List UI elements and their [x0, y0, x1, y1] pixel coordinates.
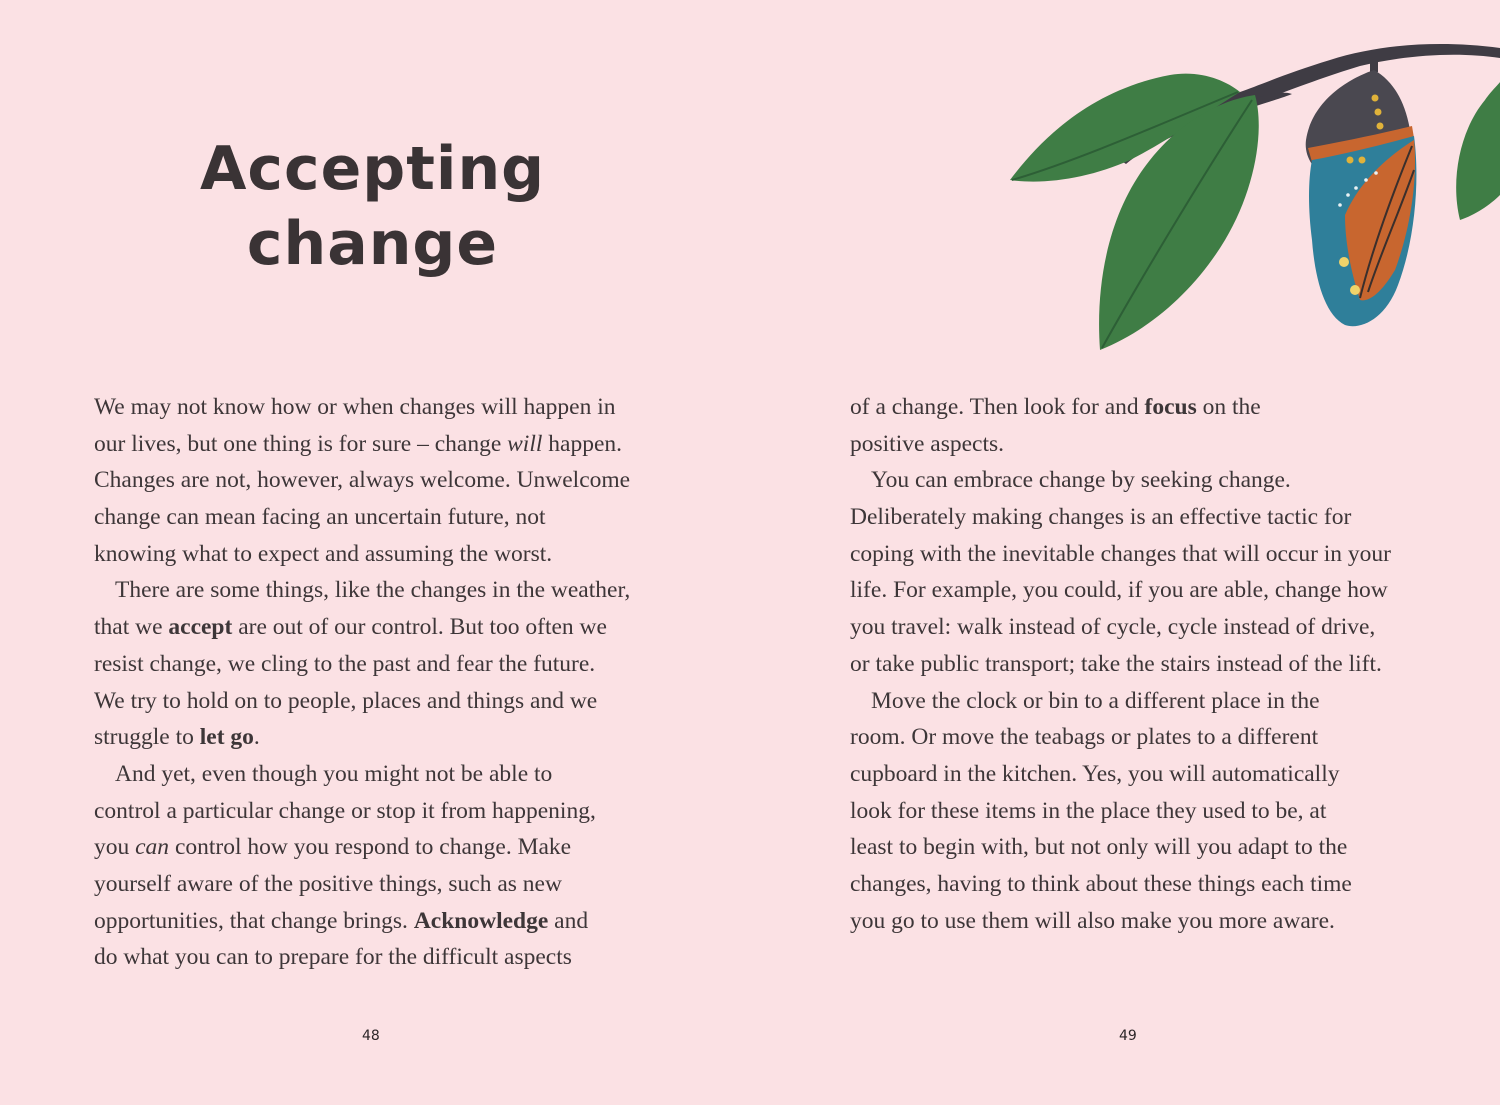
text-line	[850, 536, 1450, 573]
text-run: look for these items in the place they used to be, at	[850, 797, 1327, 824]
text-line	[850, 426, 1450, 463]
speckle	[1364, 178, 1368, 182]
text-line	[94, 683, 674, 720]
text-line	[94, 609, 674, 646]
text-run: you go to use them will also make you more aware.	[850, 907, 1335, 934]
right-body-text	[850, 389, 1450, 939]
text-line	[94, 866, 674, 903]
gold-dot	[1372, 95, 1379, 102]
gold-dot	[1359, 157, 1366, 164]
text-line	[850, 572, 1450, 609]
speckle	[1374, 171, 1378, 175]
chrysalis-stem	[1370, 52, 1378, 72]
text-run: least to begin with, but not only will you adapt to the	[850, 834, 1348, 861]
gold-dot	[1375, 109, 1382, 116]
text-run: There are some things, like the changes in the weather,	[115, 577, 631, 604]
bold-text: let go	[199, 724, 254, 751]
text-line	[94, 426, 674, 463]
text-line	[94, 536, 674, 573]
text-run: cupboard in the kitchen. Yes, you will automatically	[850, 760, 1340, 787]
text-run: We may not know how or when changes will happen in	[94, 394, 616, 420]
gold-dot	[1377, 123, 1384, 130]
text-run: Move the clock or bin to a different place in the	[871, 687, 1320, 714]
text-line	[850, 756, 1450, 793]
text-line	[850, 793, 1450, 830]
text-run: on the	[1196, 394, 1261, 420]
text-line	[850, 719, 1450, 756]
text-run: resist change, we cling to the past and fear the future.	[94, 650, 596, 677]
text-run: Deliberately making changes is an effective tactic for	[850, 504, 1352, 531]
bold-text: Acknowledge	[413, 907, 549, 934]
page-number-left: 48	[362, 1028, 380, 1044]
text-run: change can mean facing an uncertain future, not	[94, 504, 546, 531]
text-run: life. For example, you could, if you are able, change how	[850, 577, 1388, 604]
text-run: you	[94, 834, 136, 861]
text-line	[94, 646, 674, 683]
page-number-right: 49	[1119, 1028, 1137, 1044]
text-run: are out of our control. But too often we	[232, 614, 607, 641]
text-run: control how you respond to change. Make	[169, 834, 572, 861]
text-line	[850, 389, 1450, 426]
text-line	[850, 683, 1450, 720]
text-line	[94, 793, 674, 830]
gold-dot	[1347, 157, 1354, 164]
text-line	[94, 389, 674, 426]
text-line	[850, 609, 1450, 646]
text-line	[94, 829, 674, 866]
text-run: struggle to	[94, 724, 200, 751]
text-run: And yet, even though you might not be able to	[115, 760, 553, 787]
text-line	[94, 719, 674, 756]
text-line	[94, 462, 674, 499]
speckle	[1354, 186, 1358, 190]
speckle	[1346, 193, 1350, 197]
text-run: changes, having to think about these things each time	[850, 870, 1352, 897]
text-run: of a change. Then look for and	[850, 394, 1145, 420]
leaf-right	[1456, 82, 1500, 220]
text-run: Changes are not, however, always welcome. Unwelcome	[94, 467, 631, 494]
bold-text: focus	[1144, 394, 1197, 420]
text-run: You can embrace change by seeking change.	[871, 467, 1291, 494]
left-body-text	[94, 389, 674, 976]
text-line	[850, 646, 1450, 683]
text-run: do what you can to prepare for the difficult aspects	[94, 944, 572, 971]
text-line	[94, 903, 674, 940]
text-run: that we	[94, 614, 169, 641]
text-run: control a particular change or stop it from happening,	[94, 797, 596, 824]
text-line	[850, 462, 1450, 499]
text-run: happen.	[542, 430, 623, 457]
gold-dot	[1339, 257, 1349, 267]
title-line-2: change	[246, 209, 499, 279]
text-run: our lives, but one thing is for sure – change	[94, 430, 508, 457]
text-run: coping with the inevitable changes that will occur in your	[850, 540, 1392, 567]
text-line	[850, 903, 1450, 940]
chrysalis-illustration	[1000, 30, 1500, 360]
text-line	[94, 939, 674, 976]
speckle	[1338, 203, 1342, 207]
text-run: room. Or move the teabags or plates to a different	[850, 724, 1319, 751]
italic-text: can	[135, 834, 170, 861]
text-run: opportunities, that change brings.	[94, 907, 414, 934]
text-run: We try to hold on to people, places and things and we	[94, 687, 598, 714]
text-line	[850, 499, 1450, 536]
text-line	[94, 499, 674, 536]
chapter-title	[200, 132, 545, 282]
text-run: positive aspects.	[850, 430, 1005, 457]
bold-text: accept	[168, 614, 233, 641]
italic-text: will	[507, 430, 543, 457]
text-line	[850, 866, 1450, 903]
text-line	[94, 572, 674, 609]
text-line	[94, 756, 674, 793]
text-run: knowing what to expect and assuming the worst.	[94, 540, 553, 567]
gold-dot	[1350, 285, 1360, 295]
text-line	[850, 829, 1450, 866]
text-run: and	[548, 907, 589, 934]
text-run: or take public transport; take the stairs instead of the lift.	[850, 650, 1382, 677]
text-run: yourself aware of the positive things, such as new	[94, 870, 562, 897]
title-line-1: Accepting	[200, 134, 546, 204]
text-run: you travel: walk instead of cycle, cycle instead of drive,	[850, 614, 1376, 641]
text-run: .	[253, 724, 260, 751]
